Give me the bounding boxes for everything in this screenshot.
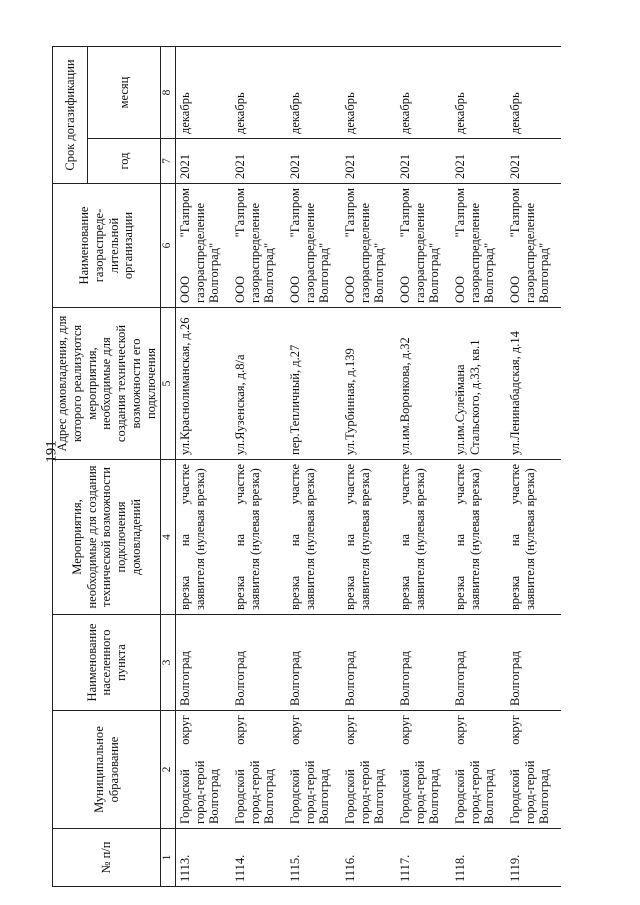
header-year: год xyxy=(87,139,160,184)
month-cell: декабрь xyxy=(286,47,341,139)
month-cell: декабрь xyxy=(451,47,506,139)
org-cell: ООО "Газпром газораспределение Волгоград" xyxy=(396,184,451,308)
settlement-cell: Волгоград xyxy=(286,615,341,711)
month-cell: декабрь xyxy=(506,47,561,139)
settlement-cell: Волгоград xyxy=(396,615,451,711)
row-number: 1114. xyxy=(231,829,286,887)
page-number: 191 xyxy=(43,440,60,463)
row-number: 1116. xyxy=(341,829,396,887)
measures-cell: врезка на участке заявителя (нулевая врезка) xyxy=(341,460,396,615)
year-cell: 2021 xyxy=(341,139,396,184)
year-cell: 2021 xyxy=(175,139,231,184)
month-cell: декабрь xyxy=(341,47,396,139)
col-number: 1 xyxy=(161,829,176,887)
table-row xyxy=(341,47,396,887)
year-cell: 2021 xyxy=(396,139,451,184)
col-number: 4 xyxy=(161,460,176,615)
header-num: № п/п xyxy=(53,829,161,887)
header-term: Срок догазификации xyxy=(53,47,88,184)
municipality-cell: Городской округ город-герой Волгоград xyxy=(231,711,286,829)
org-cell: ООО "Газпром газораспределение Волгоград" xyxy=(506,184,561,308)
month-cell: декабрь xyxy=(231,47,286,139)
municipality-cell: Городской округ город-герой Волгоград xyxy=(506,711,561,829)
row-number: 1113. xyxy=(175,829,231,887)
column-number-row xyxy=(161,47,176,887)
measures-cell: врезка на участке заявителя (нулевая врезка) xyxy=(231,460,286,615)
settlement-cell: Волгоград xyxy=(175,615,231,711)
header-org: Наименование газораспреде-лительной организации xyxy=(53,184,161,308)
address-cell: пер.Тепличный, д.27 xyxy=(286,308,341,460)
settlement-cell: Волгоград xyxy=(506,615,561,711)
address-cell: ул.Яузенская, д.8/а xyxy=(231,308,286,460)
header-measures: Мероприятия, необходимые для создания технической возможности подключения домовладений xyxy=(53,460,161,615)
header-address: Адрес домовладения, для которого реализуются мероприятия, необходимые для создания технической возможности его подключения xyxy=(53,308,161,460)
month-cell: декабрь xyxy=(175,47,231,139)
measures-cell: врезка на участке заявителя (нулевая врезка) xyxy=(286,460,341,615)
rotated-table-container xyxy=(52,47,632,887)
address-cell: ул.Ленинабадская, д.14 xyxy=(506,308,561,460)
table-row xyxy=(175,47,231,887)
org-cell: ООО "Газпром газораспределение Волгоград" xyxy=(341,184,396,308)
org-cell: ООО "Газпром газораспределение Волгоград" xyxy=(231,184,286,308)
col-number: 6 xyxy=(161,184,176,308)
row-number: 1119. xyxy=(506,829,561,887)
settlement-cell: Волгоград xyxy=(451,615,506,711)
year-cell: 2021 xyxy=(451,139,506,184)
table-row xyxy=(286,47,341,887)
address-cell: ул.им.Сулейманa Стальского, д.33, кв.1 xyxy=(451,308,506,460)
settlement-cell: Волгоград xyxy=(341,615,396,711)
year-cell: 2021 xyxy=(286,139,341,184)
row-number: 1117. xyxy=(396,829,451,887)
header-settlement: Наименование населенного пункта xyxy=(53,615,161,711)
table-row xyxy=(396,47,451,887)
measures-cell: врезка на участке заявителя (нулевая врезка) xyxy=(451,460,506,615)
municipality-cell: Городской округ город-герой Волгоград xyxy=(451,711,506,829)
gasification-table xyxy=(52,46,561,887)
row-number: 1115. xyxy=(286,829,341,887)
header-row xyxy=(53,47,88,887)
municipality-cell: Городской округ город-герой Волгоград xyxy=(341,711,396,829)
measures-cell: врезка на участке заявителя (нулевая врезка) xyxy=(175,460,231,615)
col-number: 7 xyxy=(161,139,176,184)
table-row xyxy=(506,47,561,887)
address-cell: ул.им.Воронкова, д.32 xyxy=(396,308,451,460)
measures-cell: врезка на участке заявителя (нулевая врезка) xyxy=(506,460,561,615)
org-cell: ООО "Газпром газораспределение Волгоград" xyxy=(451,184,506,308)
header-municipality: Муниципальное образование xyxy=(53,711,161,829)
municipality-cell: Городской округ город-герой Волгоград xyxy=(396,711,451,829)
header-month: месяц xyxy=(87,47,160,139)
year-cell: 2021 xyxy=(506,139,561,184)
address-cell: ул.Турбинная, д.139 xyxy=(341,308,396,460)
month-cell: декабрь xyxy=(396,47,451,139)
col-number: 2 xyxy=(161,711,176,829)
col-number: 5 xyxy=(161,308,176,460)
municipality-cell: Городской округ город-герой Волгоград xyxy=(286,711,341,829)
settlement-cell: Волгоград xyxy=(231,615,286,711)
address-cell: ул.Краснолиманская, д.26 xyxy=(175,308,231,460)
table-row xyxy=(231,47,286,887)
col-number: 8 xyxy=(161,47,176,139)
municipality-cell: Городской округ город-герой Волгоград xyxy=(175,711,231,829)
col-number: 3 xyxy=(161,615,176,711)
year-cell: 2021 xyxy=(231,139,286,184)
row-number: 1118. xyxy=(451,829,506,887)
org-cell: ООО "Газпром газораспределение Волгоград" xyxy=(286,184,341,308)
org-cell: ООО "Газпром газораспределение Волгоград" xyxy=(175,184,231,308)
table-row xyxy=(451,47,506,887)
measures-cell: врезка на участке заявителя (нулевая врезка) xyxy=(396,460,451,615)
